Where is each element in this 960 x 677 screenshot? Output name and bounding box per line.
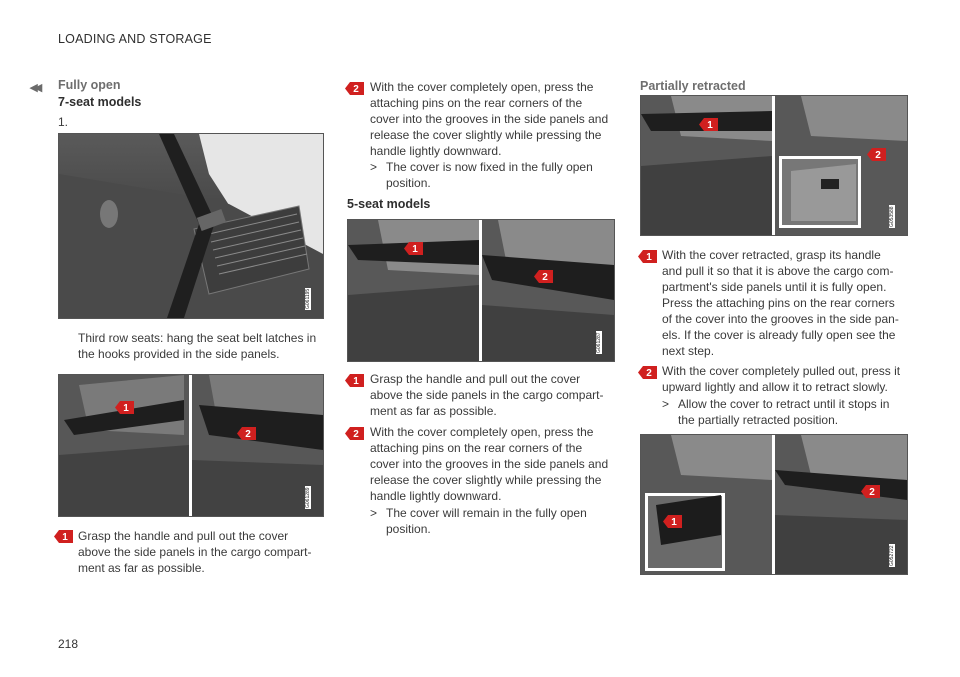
step-text: ment as far as possible.	[370, 404, 497, 418]
step-text: above the side panels in the cargo compart-	[78, 545, 312, 559]
photo-cover-7-seat	[58, 374, 324, 517]
svg-text:2: 2	[245, 429, 251, 440]
step-text: handle lightly downward.	[370, 489, 502, 503]
photo-cover-5-seat	[347, 219, 615, 362]
svg-text:1: 1	[671, 517, 677, 528]
step-text: of the cover into the grooves in the side pan-	[662, 312, 899, 326]
step-text: ment as far as possible.	[78, 561, 205, 575]
svg-text:2: 2	[353, 429, 359, 440]
step-text: handle lightly downward.	[370, 144, 502, 158]
step-text: Grasp the handle and pull out the cover	[78, 529, 289, 543]
result-arrow-icon: >	[662, 397, 670, 411]
step-text: attaching pins on the rear corners of the	[370, 96, 583, 110]
continued-icon: ◂◂	[30, 79, 40, 96]
photo-partially-retracted	[640, 95, 908, 236]
step-badge-2	[345, 427, 364, 440]
section-title-partially-retracted: Partially retracted	[640, 79, 746, 93]
step-text: next step.	[662, 344, 715, 358]
svg-text:1: 1	[646, 252, 652, 263]
result-arrow-icon: >	[370, 160, 378, 174]
step-text: and pull it so that it is above the cargo com-	[662, 264, 894, 278]
step-badge-1	[638, 250, 657, 263]
step-badge-2	[638, 366, 657, 379]
image-code: G052722	[889, 545, 895, 566]
step-text: Press the attaching pins on the rear corners	[662, 296, 895, 310]
step-text: With the cover completely pulled out, press it	[662, 364, 901, 378]
subheading-5-seat: 5-seat models	[347, 197, 431, 211]
result-text: position.	[386, 176, 431, 190]
step-text: release the cover slightly while pressing the	[370, 128, 602, 142]
step-number: 1.	[58, 115, 69, 129]
image-code: G053588	[889, 206, 895, 227]
step-badge-2	[345, 82, 364, 95]
step-text: partment's side panels until it is fully open.	[662, 280, 887, 294]
step-text: Grasp the handle and pull out the cover	[370, 372, 581, 386]
result-text: the partially retracted position.	[678, 413, 839, 427]
step-text: With the cover completely open, press the	[370, 80, 594, 94]
svg-text:2: 2	[542, 272, 548, 283]
step-text: upward lightly and allow it to retract slowly.	[662, 380, 888, 394]
svg-text:2: 2	[869, 487, 875, 498]
step-text: the hooks provided in the side panels.	[78, 347, 280, 361]
section-title-fully-open: Fully open	[58, 78, 121, 92]
svg-text:1: 1	[353, 376, 359, 387]
result-text: position.	[386, 522, 431, 536]
page-number: 218	[58, 637, 79, 651]
step-text: With the cover retracted, grasp its handle	[662, 248, 881, 262]
step-text: With the cover completely open, press the	[370, 425, 594, 439]
svg-text:1: 1	[62, 532, 68, 543]
result-text: The cover will remain in the fully open	[386, 506, 587, 520]
photo-seatbelt-hook	[58, 133, 324, 319]
step-badge-1	[345, 374, 364, 387]
result-arrow-icon: >	[370, 506, 378, 520]
step-text: Third row seats: hang the seat belt latches in	[78, 331, 317, 345]
step-text: cover into the grooves in the side panels and	[370, 112, 609, 126]
svg-text:2: 2	[875, 150, 881, 161]
step-text: attaching pins on the rear corners of the	[370, 441, 583, 455]
step-text: above the side panels in the cargo compart-	[370, 388, 604, 402]
svg-text:1: 1	[707, 120, 713, 131]
svg-text:1: 1	[412, 244, 418, 255]
step-badge-1	[54, 530, 73, 543]
image-code: G061195	[305, 288, 311, 309]
svg-text:2: 2	[353, 84, 359, 95]
step-text: cover into the grooves in the side panels and	[370, 457, 609, 471]
svg-text:2: 2	[646, 368, 652, 379]
svg-text:1: 1	[123, 403, 129, 414]
subheading-7-seat: 7-seat models	[58, 95, 142, 109]
result-text: Allow the cover to retract until it stops in	[678, 397, 890, 411]
image-code: G061287	[596, 332, 602, 353]
step-text: release the cover slightly while pressing the	[370, 473, 602, 487]
section-header: LOADING AND STORAGE	[58, 32, 212, 46]
result-text: The cover is now fixed in the fully open	[386, 160, 593, 174]
image-code: G061289	[305, 487, 311, 508]
photo-retract-slowly	[640, 434, 908, 575]
step-text: els. If the cover is already fully open see the	[662, 328, 896, 342]
